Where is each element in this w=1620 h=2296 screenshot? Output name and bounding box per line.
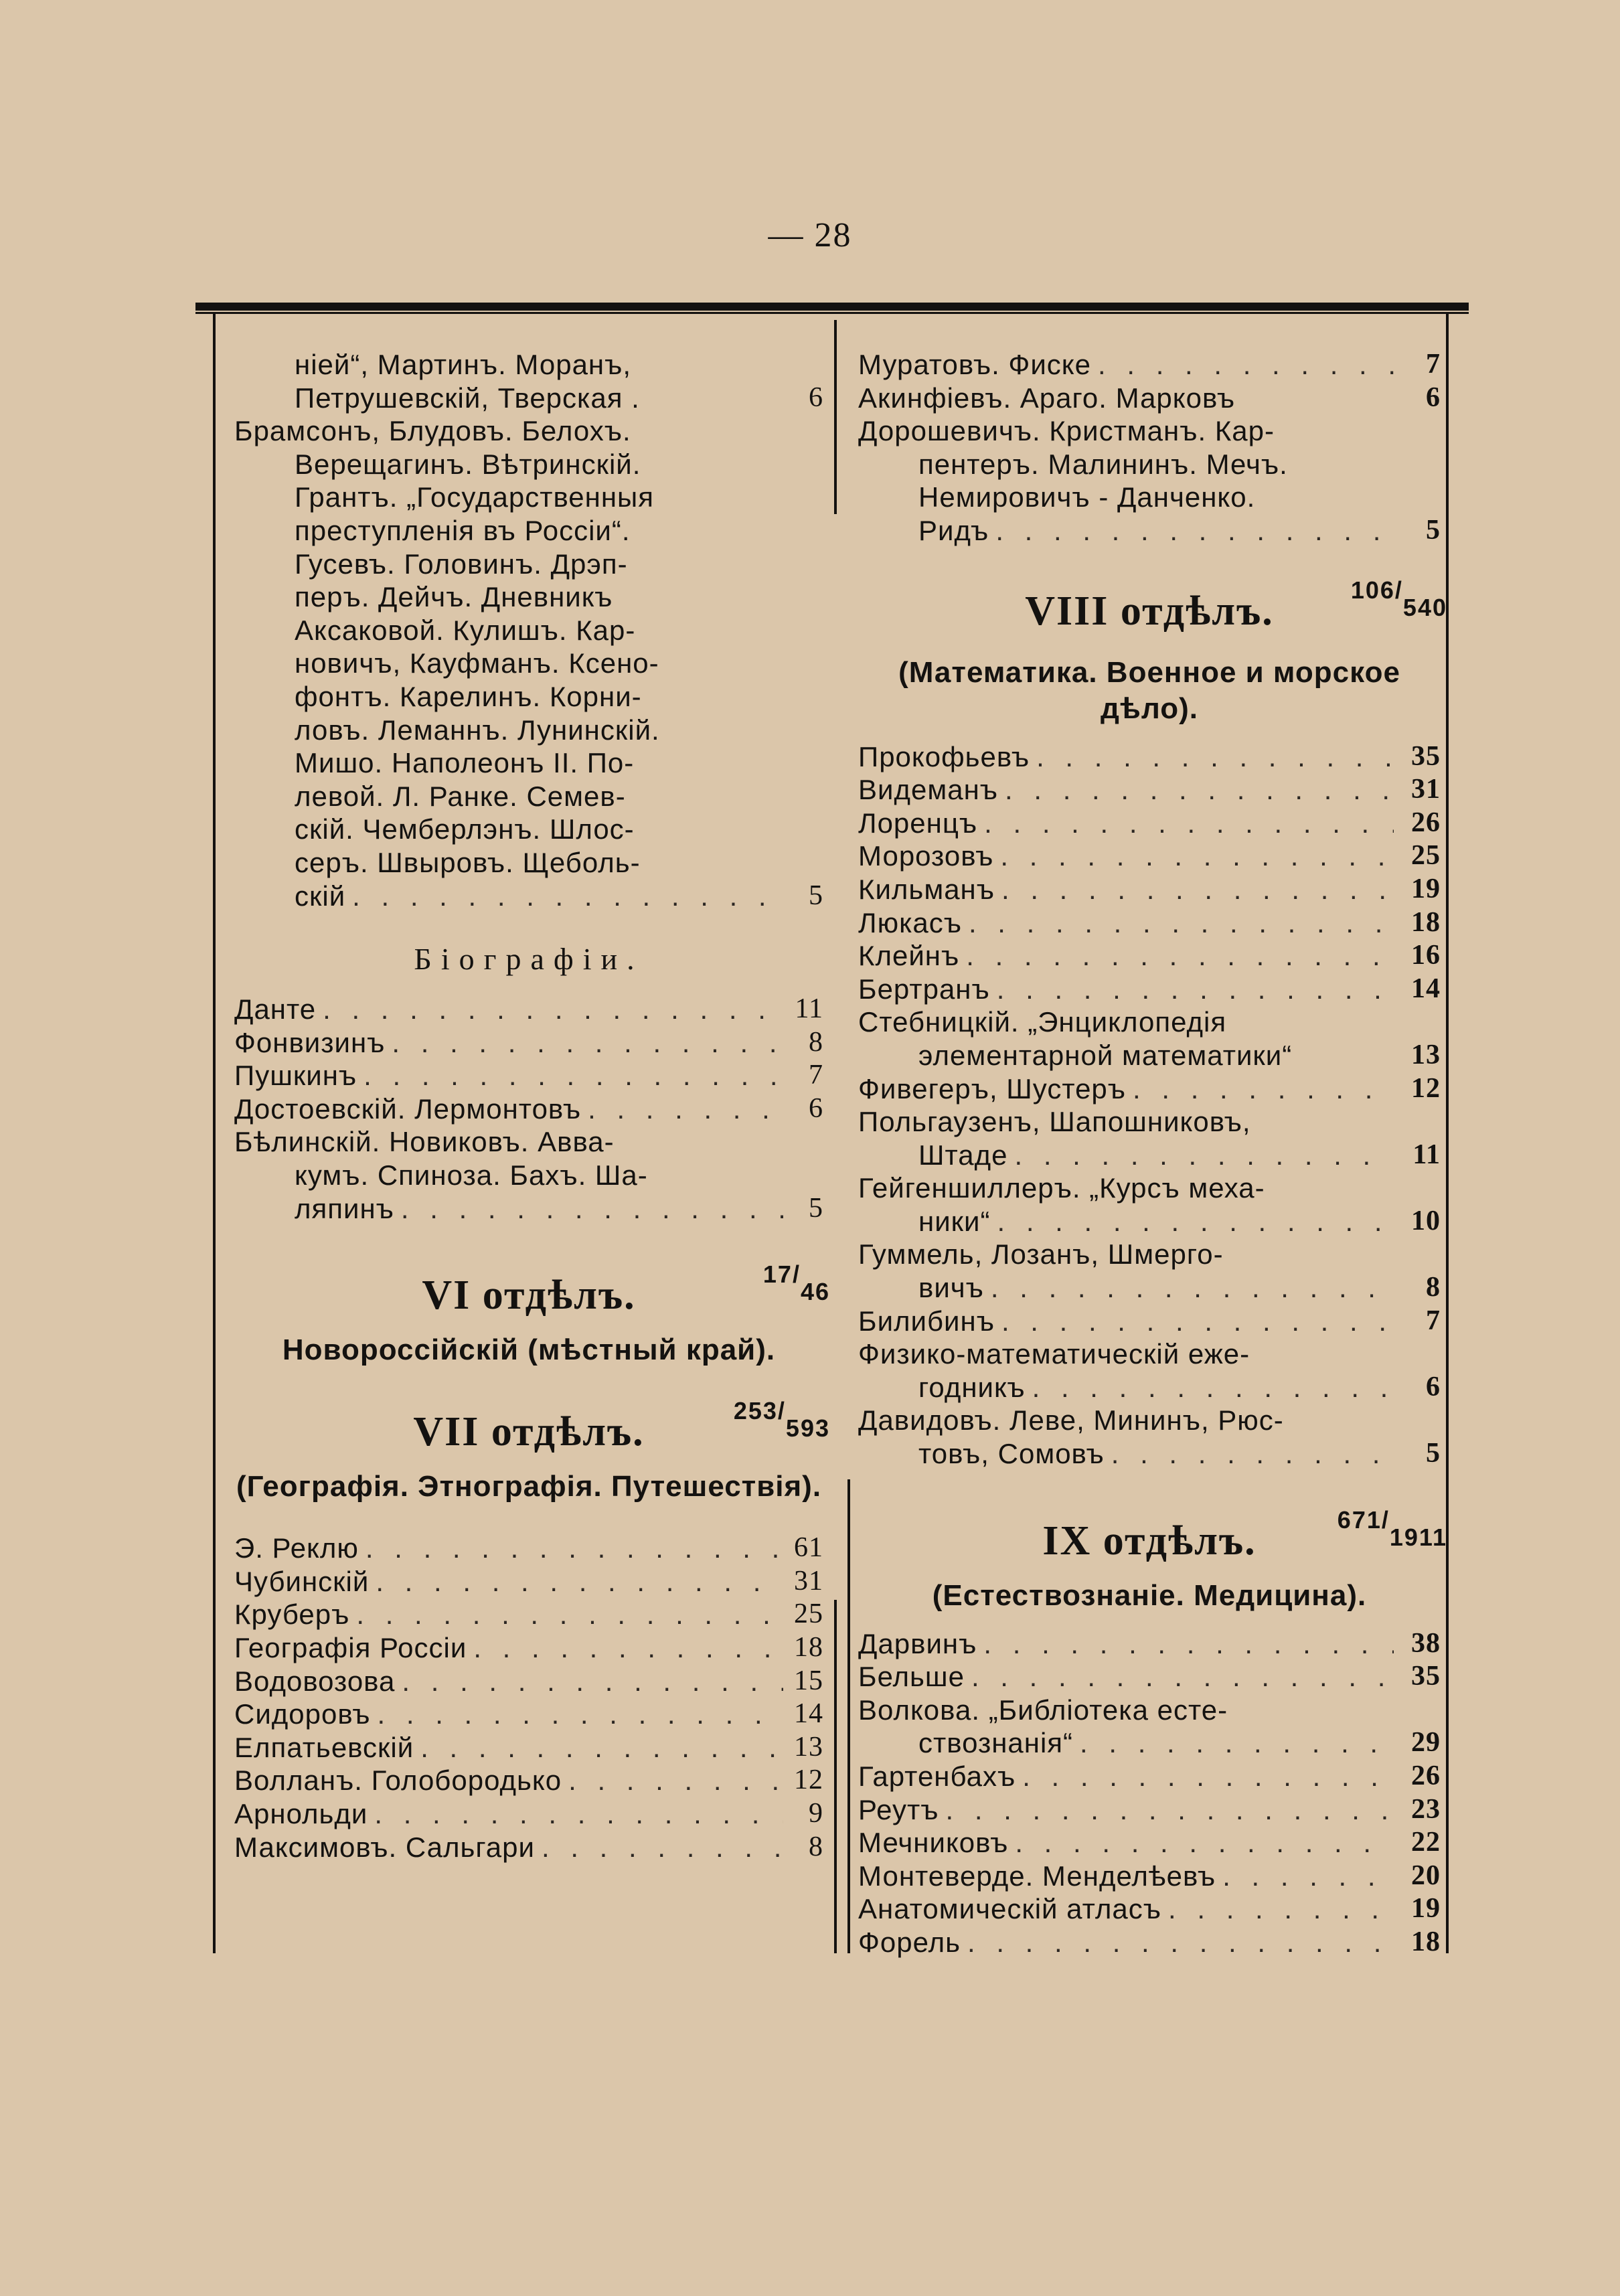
entry-count: 14 xyxy=(794,1698,823,1730)
entry-count: 23 xyxy=(1411,1793,1441,1825)
entry-name: левой. Л. Ранке. Семев- xyxy=(295,780,626,812)
list-item xyxy=(858,1860,1441,1893)
spacer xyxy=(234,1225,823,1265)
entry-count: 35 xyxy=(1411,1661,1441,1692)
entry-count: 5 xyxy=(1426,514,1441,546)
section-title xyxy=(234,1260,830,1325)
section-count-total: 46 xyxy=(800,1278,830,1306)
list-item xyxy=(858,1404,1441,1437)
entry-name: Гартенбахъ xyxy=(858,1760,1016,1792)
entry-name: Фивегеръ, Шустеръ xyxy=(858,1072,1127,1104)
entry-count: 26 xyxy=(1411,807,1441,838)
leader-dots xyxy=(995,1305,1394,1338)
entry-name: элементарной математики“ xyxy=(918,1039,1293,1071)
entry-name: Данте xyxy=(234,993,317,1026)
entry-name: Бѣлинскій. Новиковъ. Авва- xyxy=(234,1126,615,1158)
entry-count: 25 xyxy=(1411,840,1441,872)
list-item xyxy=(234,1192,823,1226)
leader-dots xyxy=(1026,1371,1394,1404)
leader-dots xyxy=(1216,1860,1394,1893)
entry-count: 26 xyxy=(1411,1760,1441,1791)
list-item xyxy=(858,740,1441,774)
spacer xyxy=(234,912,823,926)
entry-count: 38 xyxy=(1411,1627,1441,1659)
entry-name: годникъ xyxy=(918,1371,1026,1403)
entry-name: Максимовъ. Сальгари xyxy=(234,1831,535,1863)
entry-count: 14 xyxy=(1411,973,1441,1004)
spacer xyxy=(234,1462,823,1469)
entry-name: Сидоровъ xyxy=(234,1698,371,1730)
biography-heading: Біографіи. xyxy=(414,942,644,977)
leader-dots xyxy=(1161,1892,1394,1926)
entry-name: Монтеверде. Менделѣевъ xyxy=(858,1860,1216,1892)
entry-name: Прокофьевъ xyxy=(858,740,1030,772)
leader-dots xyxy=(1008,1826,1394,1860)
entry-name: Географія Россіи xyxy=(234,1632,467,1664)
entry-name: Муратовъ. Фиске xyxy=(858,349,1092,380)
leader-dots xyxy=(1091,348,1394,382)
list-item xyxy=(234,1631,823,1665)
section-subtitle: (Географія. Этнографія. Путешествія). xyxy=(236,1470,822,1503)
list-item xyxy=(858,839,1441,873)
entry-name: Достоевскій. Лермонтовъ xyxy=(234,1092,582,1125)
entry-name: Верещагинъ. Вѣтринскій. xyxy=(295,448,641,480)
list-item xyxy=(234,1764,823,1797)
leader-dots xyxy=(316,993,783,1026)
list-item xyxy=(858,514,1441,548)
entry-name: кумъ. Спиноза. Бахъ. Ша- xyxy=(295,1159,648,1192)
entry-count: 31 xyxy=(1411,774,1441,805)
list-item xyxy=(234,382,823,415)
section-count xyxy=(1350,576,1447,621)
entry-count: 35 xyxy=(1411,740,1441,772)
entry-name: преступленія въ Россіи“. xyxy=(295,514,631,546)
section-subtitle: (Математика. Военное и морское дѣло). xyxy=(898,655,1400,725)
entry-name: Билибинъ xyxy=(858,1305,995,1337)
entry-count: 11 xyxy=(795,993,823,1025)
entry-count: 61 xyxy=(794,1532,823,1564)
left-border-line xyxy=(213,313,216,1953)
section-title xyxy=(858,1505,1447,1571)
entry-count: 8 xyxy=(809,1026,823,1058)
entry-count: 6 xyxy=(809,1092,823,1124)
list-item xyxy=(858,1926,1441,1959)
section-count-new: 17 xyxy=(762,1260,793,1289)
entry-name: Немировичъ - Данченко. xyxy=(918,481,1256,513)
entry-count: 13 xyxy=(1411,1039,1441,1070)
left-column xyxy=(234,348,830,1864)
entry-name: Петрушевскій, Тверская . xyxy=(295,382,640,414)
list-item xyxy=(234,1125,823,1159)
entry-count: 19 xyxy=(1411,1893,1441,1924)
leader-dots xyxy=(993,839,1394,873)
list-item xyxy=(858,807,1441,840)
leader-dots xyxy=(1007,1139,1394,1172)
list-item xyxy=(858,414,1441,448)
list-item xyxy=(234,1698,823,1731)
section-title-text: IX отдѣлъ. xyxy=(1042,1518,1257,1564)
list-item xyxy=(858,1271,1441,1305)
entry-name: Анатомическій атласъ xyxy=(858,1893,1162,1925)
entry-name: вичъ xyxy=(918,1272,984,1304)
leader-dots xyxy=(977,1627,1394,1661)
leader-dots xyxy=(1126,1072,1394,1106)
entry-name: Физико-математическій еже- xyxy=(858,1338,1250,1370)
entry-name: скій. Чемберлэнъ. Шлос- xyxy=(295,813,635,845)
leader-dots xyxy=(581,1092,783,1126)
list-item xyxy=(858,1892,1441,1926)
list-item xyxy=(858,1139,1441,1172)
spacer xyxy=(858,1571,1441,1578)
entry-count: 6 xyxy=(1426,1371,1441,1402)
list-item xyxy=(234,580,823,614)
entry-name: ствознанія“ xyxy=(918,1727,1074,1759)
entry-name: ніей“, Мартинъ. Моранъ, xyxy=(295,349,632,380)
list-item xyxy=(234,1598,823,1631)
right-column xyxy=(858,348,1447,1959)
list-item xyxy=(234,348,823,382)
entry-name: Гусевъ. Головинъ. Дрэп- xyxy=(295,548,628,580)
list-item xyxy=(234,481,823,514)
entry-name: Арнольди xyxy=(234,1798,368,1829)
section-title xyxy=(858,576,1447,641)
entry-count: 12 xyxy=(794,1765,823,1796)
list-item xyxy=(858,1437,1441,1471)
list-item xyxy=(858,382,1441,415)
list-item xyxy=(858,973,1441,1006)
leader-dots xyxy=(562,1764,783,1797)
entry-name: Штаде xyxy=(918,1139,1008,1171)
list-item xyxy=(234,813,823,846)
section-count-new: 253 xyxy=(733,1397,778,1425)
entry-name: Форель xyxy=(858,1926,961,1958)
entry-name: Кильманъ xyxy=(858,873,995,905)
leader-dots xyxy=(977,807,1394,840)
entry-count: 11 xyxy=(1412,1139,1441,1170)
entry-name: Морозовъ xyxy=(858,840,994,872)
entry-count: 12 xyxy=(1411,1072,1441,1104)
list-item xyxy=(234,614,823,647)
list-item xyxy=(234,1159,823,1192)
section-count-sep: / xyxy=(792,1260,801,1289)
leader-dots xyxy=(467,1631,783,1665)
entry-count: 22 xyxy=(1411,1827,1441,1858)
section-count-total: 1911 xyxy=(1389,1523,1447,1551)
entry-name: Круберъ xyxy=(234,1598,350,1631)
spacer xyxy=(858,641,1441,655)
spacer xyxy=(858,1471,1441,1511)
entry-count: 29 xyxy=(1411,1727,1441,1758)
leader-dots xyxy=(345,880,783,913)
entry-name: Волкова. „Библіотека есте- xyxy=(858,1694,1228,1726)
list-item xyxy=(858,1072,1441,1106)
entry-name: фонтъ. Карелинъ. Корни- xyxy=(295,680,642,712)
section-count-total: 593 xyxy=(785,1414,830,1443)
entry-name: Ридъ xyxy=(918,514,989,546)
entry-count: 15 xyxy=(794,1665,823,1696)
list-item xyxy=(234,846,823,880)
center-line-top xyxy=(834,320,837,514)
leader-dots xyxy=(962,906,1394,940)
list-item xyxy=(234,448,823,481)
leader-dots xyxy=(939,1793,1394,1827)
entry-name: Дорошевичъ. Кристманъ. Кар- xyxy=(858,415,1275,447)
leader-dots xyxy=(349,1598,783,1631)
entry-count: 31 xyxy=(794,1565,823,1596)
entry-count: 5 xyxy=(1426,1438,1441,1469)
entry-name: Люкасъ xyxy=(858,906,962,938)
leader-dots xyxy=(359,1532,783,1565)
section-count-sep: / xyxy=(1381,1505,1390,1534)
spacer xyxy=(858,727,1441,740)
leader-dots xyxy=(990,1205,1394,1238)
entry-name: Стебницкій. „Энциклопедія xyxy=(858,1006,1227,1038)
section-subtitle: Новороссійскій (мѣстный край). xyxy=(282,1333,776,1367)
leader-dots xyxy=(995,873,1394,906)
top-rule-thin xyxy=(195,312,1469,314)
entry-name: Аксаковой. Кулишъ. Кар- xyxy=(295,614,636,646)
list-item xyxy=(858,1660,1441,1694)
section-count xyxy=(762,1260,830,1306)
leader-dots xyxy=(998,773,1394,807)
leader-dots xyxy=(395,1665,783,1698)
entry-count: 25 xyxy=(794,1598,823,1630)
entry-name: скій xyxy=(295,880,346,912)
entry-name: Брамсонъ, Блудовъ. Белохъ. xyxy=(234,415,631,447)
list-item xyxy=(234,1059,823,1092)
leader-dots xyxy=(1030,740,1394,774)
list-item xyxy=(234,993,823,1026)
list-item xyxy=(858,1105,1441,1139)
center-line-bottom-2 xyxy=(847,1479,850,1953)
entry-count: 7 xyxy=(1426,349,1441,380)
list-item xyxy=(858,773,1441,807)
leader-dots xyxy=(984,1271,1394,1305)
page-number: — 28 xyxy=(768,216,852,254)
list-item xyxy=(234,1665,823,1698)
list-item xyxy=(858,1627,1441,1661)
entry-name: Водовозова xyxy=(234,1665,396,1697)
list-item xyxy=(234,1092,823,1126)
entry-name: Реутъ xyxy=(858,1793,939,1825)
list-item xyxy=(234,746,823,780)
list-item xyxy=(858,1694,1441,1727)
list-item xyxy=(234,1026,823,1060)
list-item xyxy=(858,1205,1441,1238)
entry-name: ловъ. Леманнъ. Лунинскій. xyxy=(295,714,660,746)
section-title-text: VII отдѣлъ. xyxy=(413,1409,645,1455)
list-item xyxy=(234,680,823,714)
leader-dots xyxy=(989,514,1394,548)
entry-name: Волланъ. Голобородько xyxy=(234,1765,562,1797)
entry-count: 20 xyxy=(1411,1860,1441,1891)
entry-name: Пушкинъ xyxy=(234,1060,357,1092)
right-border-line xyxy=(1446,313,1449,1953)
entry-count: 7 xyxy=(1426,1305,1441,1336)
entry-name: Гейгеншиллеръ. „Курсъ меха- xyxy=(858,1172,1265,1204)
section-count xyxy=(733,1397,830,1443)
list-item xyxy=(234,714,823,747)
entry-name: Чубинскій xyxy=(234,1565,370,1597)
list-item xyxy=(858,348,1441,382)
section-count-new: 106 xyxy=(1350,576,1395,604)
section-count-sep: / xyxy=(1394,576,1403,604)
list-item xyxy=(234,414,823,448)
leader-dots xyxy=(385,1026,783,1060)
list-item xyxy=(234,880,823,913)
leader-dots xyxy=(965,1660,1394,1694)
section-title xyxy=(234,1397,830,1462)
leader-dots xyxy=(990,973,1394,1006)
entry-name: товъ, Сомовъ xyxy=(918,1438,1105,1470)
entry-name: Дарвинъ xyxy=(858,1627,977,1659)
section-count-sep: / xyxy=(777,1397,786,1425)
section-title-text: VI отдѣлъ. xyxy=(422,1273,636,1319)
list-item xyxy=(858,873,1441,906)
entry-name: Елпатьевскій xyxy=(234,1731,414,1763)
list-item xyxy=(858,1826,1441,1860)
leader-dots xyxy=(394,1192,783,1226)
leader-dots xyxy=(357,1059,783,1092)
leader-dots xyxy=(961,1926,1394,1959)
list-item xyxy=(858,1371,1441,1404)
entry-count: 7 xyxy=(809,1060,823,1091)
section-count-total: 540 xyxy=(1402,593,1447,621)
entry-name: пентеръ. Малининъ. Мечъ. xyxy=(918,448,1288,480)
entry-name: Грантъ. „Государственныя xyxy=(295,481,654,513)
entry-name: ники“ xyxy=(918,1205,991,1237)
entry-name: Бельше xyxy=(858,1661,965,1693)
entry-name: Фонвизинъ xyxy=(234,1026,386,1058)
list-item xyxy=(234,1532,823,1565)
list-item xyxy=(858,1337,1441,1371)
section-count xyxy=(1337,1505,1447,1551)
entry-name: новичъ, Кауфманъ. Ксено- xyxy=(295,647,659,679)
list-item xyxy=(234,1565,823,1598)
entry-count: 8 xyxy=(1426,1272,1441,1303)
entry-count: 18 xyxy=(1411,1926,1441,1957)
spacer xyxy=(234,1325,823,1332)
entry-name: Акинфіевъ. Араго. Марковъ xyxy=(858,382,1236,414)
entry-name: Польгаузенъ, Шапошниковъ, xyxy=(858,1106,1251,1138)
list-item xyxy=(234,647,823,680)
center-line-bottom xyxy=(834,1600,837,1953)
list-item xyxy=(234,1831,823,1864)
list-item xyxy=(858,481,1441,514)
leader-dots xyxy=(368,1797,783,1831)
list-item xyxy=(234,1731,823,1765)
entry-count: 19 xyxy=(1411,873,1441,904)
list-item xyxy=(858,1305,1441,1338)
entry-name: Гуммель, Лозанъ, Шмерго- xyxy=(858,1238,1224,1270)
entry-count: 5 xyxy=(809,1192,823,1224)
entry-count: 6 xyxy=(1426,382,1441,413)
section-subtitle: (Естествознаніе. Медицина). xyxy=(932,1578,1367,1612)
leader-dots xyxy=(535,1831,783,1864)
list-item xyxy=(858,1760,1441,1793)
list-item xyxy=(858,1005,1441,1039)
leader-dots xyxy=(369,1565,783,1598)
list-item xyxy=(234,548,823,581)
entry-name: серъ. Швыровъ. Щеболь- xyxy=(295,846,641,878)
entry-count: 18 xyxy=(1411,906,1441,938)
entry-count: 9 xyxy=(809,1798,823,1829)
section-count-new: 671 xyxy=(1337,1505,1382,1534)
entry-name: Мишо. Наполеонъ II. По- xyxy=(295,747,635,779)
entry-name: Видеманъ xyxy=(858,774,999,806)
entry-count: 18 xyxy=(794,1632,823,1663)
entry-count: 13 xyxy=(794,1731,823,1762)
list-item xyxy=(858,1238,1441,1271)
entry-count: 6 xyxy=(809,382,823,413)
entry-name: Э. Реклю xyxy=(234,1532,359,1564)
leader-dots xyxy=(371,1698,783,1731)
leader-dots xyxy=(959,939,1394,973)
list-item xyxy=(858,906,1441,940)
entry-name: Давидовъ. Леве, Мининъ, Рюс- xyxy=(858,1404,1284,1437)
list-item xyxy=(858,1039,1441,1072)
leader-dots xyxy=(414,1731,783,1765)
entry-name: Клейнъ xyxy=(858,940,960,972)
list-item xyxy=(234,780,823,813)
list-item xyxy=(234,514,823,548)
spacer xyxy=(858,1614,1441,1627)
entry-name: ляпинъ xyxy=(295,1192,394,1224)
list-item xyxy=(858,1793,1441,1827)
list-item xyxy=(858,1726,1441,1760)
leader-dots xyxy=(1016,1760,1394,1793)
list-item xyxy=(858,1171,1441,1205)
spacer xyxy=(234,1505,823,1532)
list-item xyxy=(858,448,1441,481)
entry-count: 5 xyxy=(809,880,823,911)
entry-count: 8 xyxy=(809,1831,823,1862)
entry-name: перъ. Дейчъ. Дневникъ xyxy=(295,581,613,613)
entry-count: 16 xyxy=(1411,940,1441,971)
list-item xyxy=(858,939,1441,973)
leader-dots xyxy=(1073,1726,1394,1760)
section-title-text: VIII отдѣлъ. xyxy=(1025,588,1274,634)
entry-name: Мечниковъ xyxy=(858,1827,1009,1859)
entry-count: 10 xyxy=(1411,1205,1441,1236)
entry-name: Лоренцъ xyxy=(858,807,978,839)
leader-dots xyxy=(1105,1437,1394,1471)
entry-name: Бертранъ xyxy=(858,973,990,1005)
list-item xyxy=(234,1797,823,1831)
top-rule xyxy=(195,303,1469,311)
